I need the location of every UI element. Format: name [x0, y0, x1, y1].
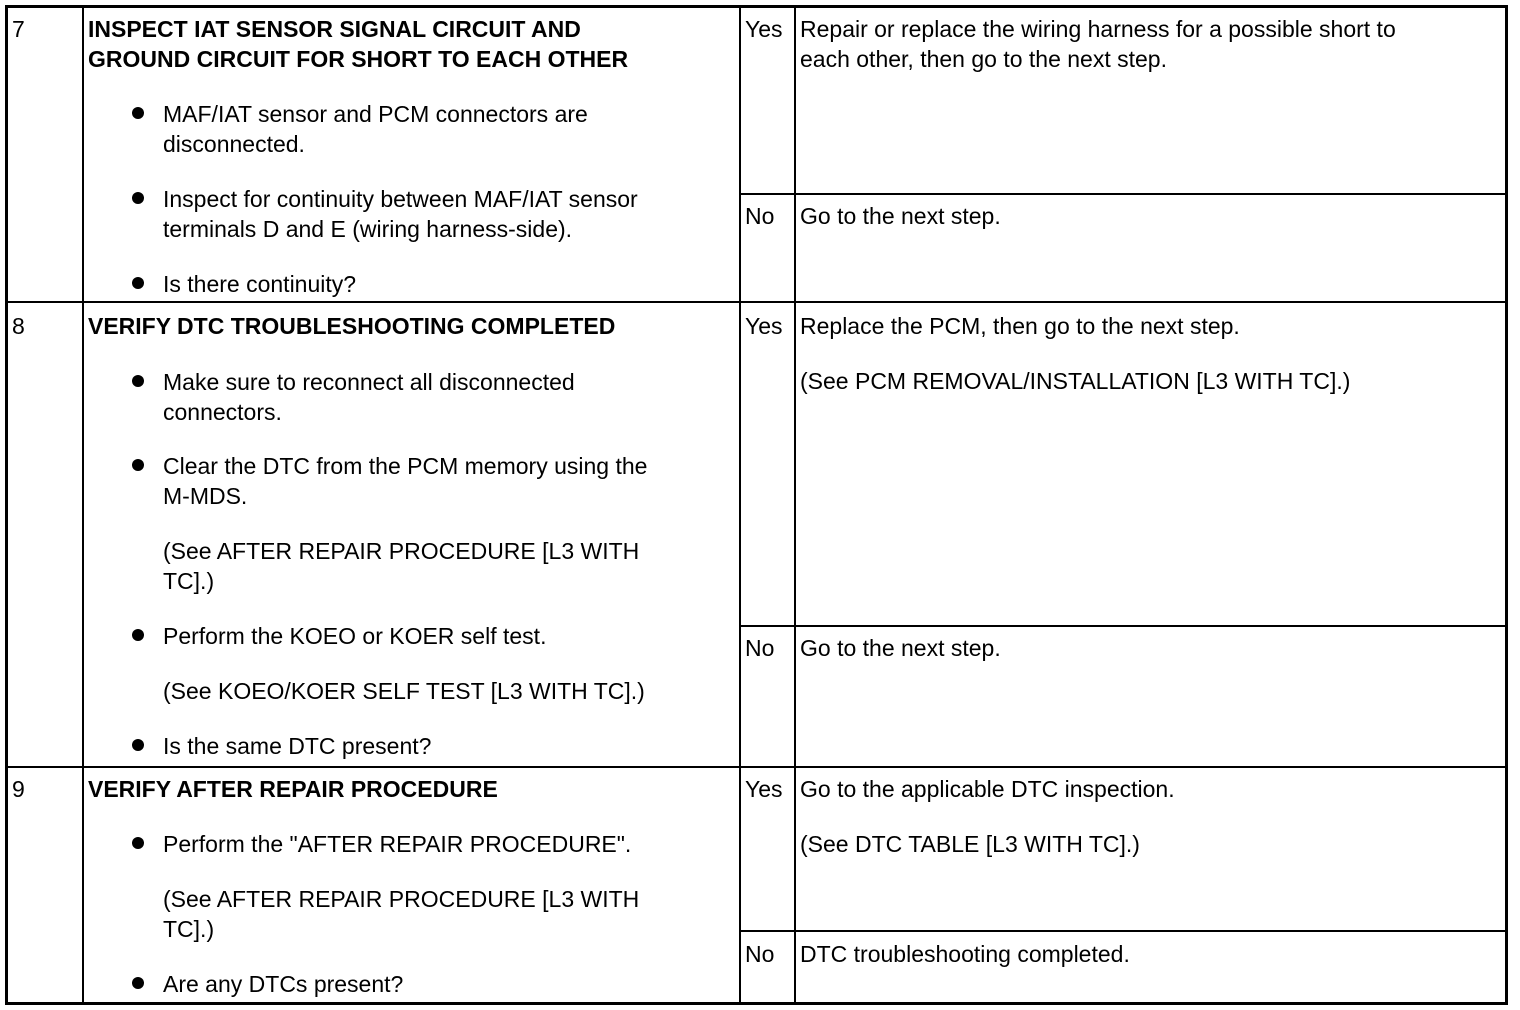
bullet-icon: [132, 277, 144, 289]
step-item: Perform the KOEO or KOER self test.: [163, 623, 547, 649]
step-number: 7: [12, 16, 25, 42]
yes-action: Repair or replace the wiring harness for a possible short to: [800, 16, 1396, 42]
step-item-reference: (See KOEO/KOER SELF TEST [L3 WITH TC].): [163, 678, 645, 704]
step-title: VERIFY DTC TROUBLESHOOTING COMPLETED: [88, 313, 616, 339]
bullet-icon: [132, 459, 144, 471]
bullet-icon: [132, 837, 144, 849]
no-action: DTC troubleshooting completed.: [800, 941, 1130, 967]
yes-no-divider: [739, 193, 1505, 195]
step-title: VERIFY AFTER REPAIR PROCEDURE: [88, 776, 498, 802]
step-item-reference: TC].): [163, 568, 215, 594]
bullet-icon: [132, 739, 144, 751]
yes-action: Replace the PCM, then go to the next step.: [800, 313, 1240, 339]
step-title: INSPECT IAT SENSOR SIGNAL CIRCUIT AND: [88, 16, 581, 42]
bullet-icon: [132, 629, 144, 641]
step-item-reference: (See AFTER REPAIR PROCEDURE [L3 WITH: [163, 886, 640, 912]
step-item-reference: TC].): [163, 916, 215, 942]
step-item: M-MDS.: [163, 483, 248, 509]
step-item: Are any DTCs present?: [163, 971, 404, 997]
yes-action-reference: (See PCM REMOVAL/INSTALLATION [L3 WITH TC].): [800, 368, 1351, 394]
yes-action: Go to the applicable DTC inspection.: [800, 776, 1175, 802]
step-title: GROUND CIRCUIT FOR SHORT TO EACH OTHER: [88, 46, 629, 72]
yes-no-divider: [739, 930, 1505, 932]
step-item: Is there continuity?: [163, 271, 357, 297]
yes-no-divider: [739, 625, 1505, 627]
step-item: Make sure to reconnect all disconnected: [163, 369, 575, 395]
yes-label: Yes: [745, 16, 783, 42]
step-item: Clear the DTC from the PCM memory using the: [163, 453, 648, 479]
row-divider: [8, 301, 1505, 303]
step-item: connectors.: [163, 399, 282, 425]
step-item: Inspect for continuity between MAF/IAT sensor: [163, 186, 638, 212]
step-item: terminals D and E (wiring harness-side).: [163, 216, 573, 242]
column-divider: [794, 8, 796, 1002]
yes-action-reference: (See DTC TABLE [L3 WITH TC].): [800, 831, 1140, 857]
step-number: 8: [12, 313, 25, 339]
no-action: Go to the next step.: [800, 635, 1001, 661]
step-item: Is the same DTC present?: [163, 733, 432, 759]
yes-label: Yes: [745, 313, 783, 339]
step-item: MAF/IAT sensor and PCM connectors are: [163, 101, 588, 127]
step-number: 9: [12, 776, 25, 802]
column-divider: [739, 8, 741, 1002]
step-item: disconnected.: [163, 131, 305, 157]
step-item: Perform the "AFTER REPAIR PROCEDURE".: [163, 831, 632, 857]
yes-action: each other, then go to the next step.: [800, 46, 1167, 72]
troubleshooting-table: [5, 5, 1508, 1005]
bullet-icon: [132, 107, 144, 119]
no-label: No: [745, 941, 775, 967]
column-divider: [82, 8, 84, 1002]
yes-label: Yes: [745, 776, 783, 802]
step-item-reference: (See AFTER REPAIR PROCEDURE [L3 WITH: [163, 538, 640, 564]
bullet-icon: [132, 977, 144, 989]
row-divider: [8, 766, 1505, 768]
no-label: No: [745, 203, 775, 229]
no-label: No: [745, 635, 775, 661]
bullet-icon: [132, 375, 144, 387]
bullet-icon: [132, 192, 144, 204]
no-action: Go to the next step.: [800, 203, 1001, 229]
